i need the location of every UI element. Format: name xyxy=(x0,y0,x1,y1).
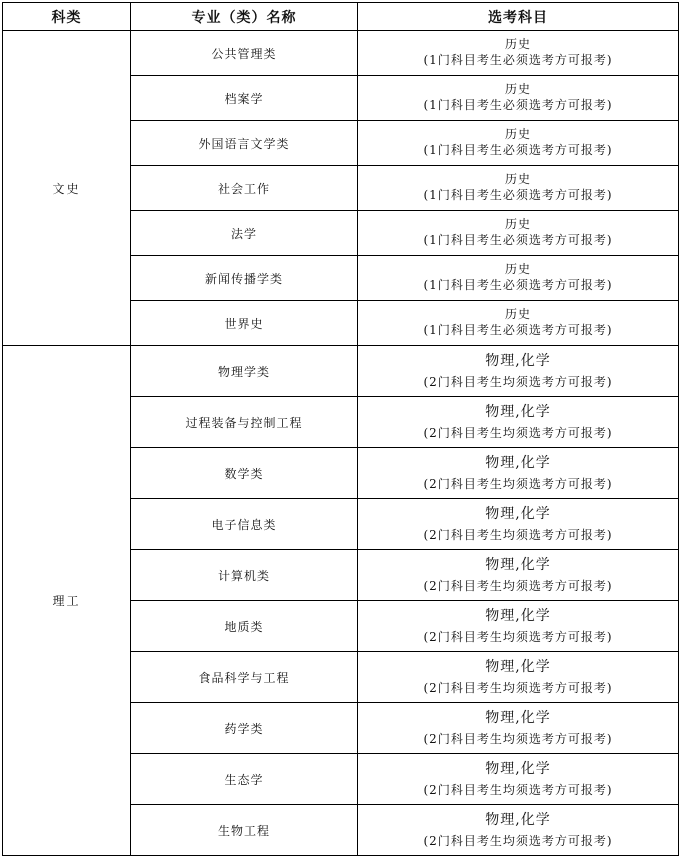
subject-text: 历史 xyxy=(504,217,531,232)
major-cell: 公共管理类 xyxy=(131,31,358,76)
note-text: (1门科目考生必须选考方可报考) xyxy=(423,98,613,112)
subject-text: 历史 xyxy=(504,307,531,322)
note-text: (1门科目考生必须选考方可报考) xyxy=(423,278,613,292)
subject-text: 物理,化学 xyxy=(485,607,551,624)
subjects-cell xyxy=(358,211,679,256)
major-cell: 电子信息类 xyxy=(131,499,358,550)
subject-text: 物理,化学 xyxy=(485,454,551,471)
note-text: (2门科目考生均须选考方可报考) xyxy=(423,476,613,491)
major-cell: 物理学类 xyxy=(131,346,358,397)
note-text: (2门科目考生均须选考方可报考) xyxy=(423,578,613,593)
subjects-cell xyxy=(358,754,679,805)
table-row xyxy=(3,346,679,397)
subjects-cell xyxy=(358,703,679,754)
header-major: 专业（类）名称 xyxy=(131,3,358,31)
note-text: (2门科目考生均须选考方可报考) xyxy=(423,629,613,644)
subject-text: 历史 xyxy=(504,37,531,52)
subject-text: 物理,化学 xyxy=(485,760,551,777)
subjects-cell xyxy=(358,121,679,166)
subjects-cell xyxy=(358,256,679,301)
subjects-cell xyxy=(358,652,679,703)
subject-text: 历史 xyxy=(504,82,531,97)
note-text: (1门科目考生必须选考方可报考) xyxy=(423,53,613,67)
subjects-cell xyxy=(358,31,679,76)
subjects-cell xyxy=(358,550,679,601)
subject-text: 物理,化学 xyxy=(485,403,551,420)
major-cell: 药学类 xyxy=(131,703,358,754)
note-text: (1门科目考生必须选考方可报考) xyxy=(423,143,613,157)
subjects-cell xyxy=(358,499,679,550)
subjects-cell xyxy=(358,346,679,397)
major-cell: 过程装备与控制工程 xyxy=(131,397,358,448)
major-cell: 计算机类 xyxy=(131,550,358,601)
subject-text: 物理,化学 xyxy=(485,352,551,369)
subjects-cell xyxy=(358,166,679,211)
header-row xyxy=(3,3,679,31)
subject-text: 物理,化学 xyxy=(485,556,551,573)
major-cell: 外国语言文学类 xyxy=(131,121,358,166)
category-cell-wenshi: 文史 xyxy=(3,31,131,346)
note-text: (2门科目考生均须选考方可报考) xyxy=(423,680,613,695)
major-cell: 数学类 xyxy=(131,448,358,499)
subject-text: 历史 xyxy=(504,127,531,142)
subjects-cell xyxy=(358,76,679,121)
note-text: (1门科目考生必须选考方可报考) xyxy=(423,323,613,337)
requirements-table xyxy=(2,2,679,856)
major-cell: 社会工作 xyxy=(131,166,358,211)
note-text: (2门科目考生均须选考方可报考) xyxy=(423,833,613,848)
note-text: (1门科目考生必须选考方可报考) xyxy=(423,188,613,202)
category-cell-ligong: 理工 xyxy=(3,346,131,856)
subject-text: 物理,化学 xyxy=(485,505,551,522)
major-cell: 生物工程 xyxy=(131,805,358,856)
subjects-cell xyxy=(358,805,679,856)
major-cell: 法学 xyxy=(131,211,358,256)
note-text: (2门科目考生均须选考方可报考) xyxy=(423,731,613,746)
subject-text: 物理,化学 xyxy=(485,658,551,675)
subject-text: 物理,化学 xyxy=(485,811,551,828)
note-text: (2门科目考生均须选考方可报考) xyxy=(423,425,613,440)
major-cell: 食品科学与工程 xyxy=(131,652,358,703)
header-category: 科类 xyxy=(3,3,131,31)
subjects-cell xyxy=(358,301,679,346)
major-cell: 世界史 xyxy=(131,301,358,346)
major-cell: 新闻传播学类 xyxy=(131,256,358,301)
subject-text: 物理,化学 xyxy=(485,709,551,726)
major-cell: 档案学 xyxy=(131,76,358,121)
table-row xyxy=(3,31,679,76)
subjects-cell xyxy=(358,397,679,448)
note-text: (2门科目考生均须选考方可报考) xyxy=(423,374,613,389)
note-text: (1门科目考生必须选考方可报考) xyxy=(423,233,613,247)
major-cell: 生态学 xyxy=(131,754,358,805)
major-cell: 地质类 xyxy=(131,601,358,652)
header-subjects: 选考科目 xyxy=(358,3,679,31)
subject-text: 历史 xyxy=(504,172,531,187)
note-text: (2门科目考生均须选考方可报考) xyxy=(423,782,613,797)
subject-text: 历史 xyxy=(504,262,531,277)
note-text: (2门科目考生均须选考方可报考) xyxy=(423,527,613,542)
subjects-cell xyxy=(358,601,679,652)
subjects-cell xyxy=(358,448,679,499)
